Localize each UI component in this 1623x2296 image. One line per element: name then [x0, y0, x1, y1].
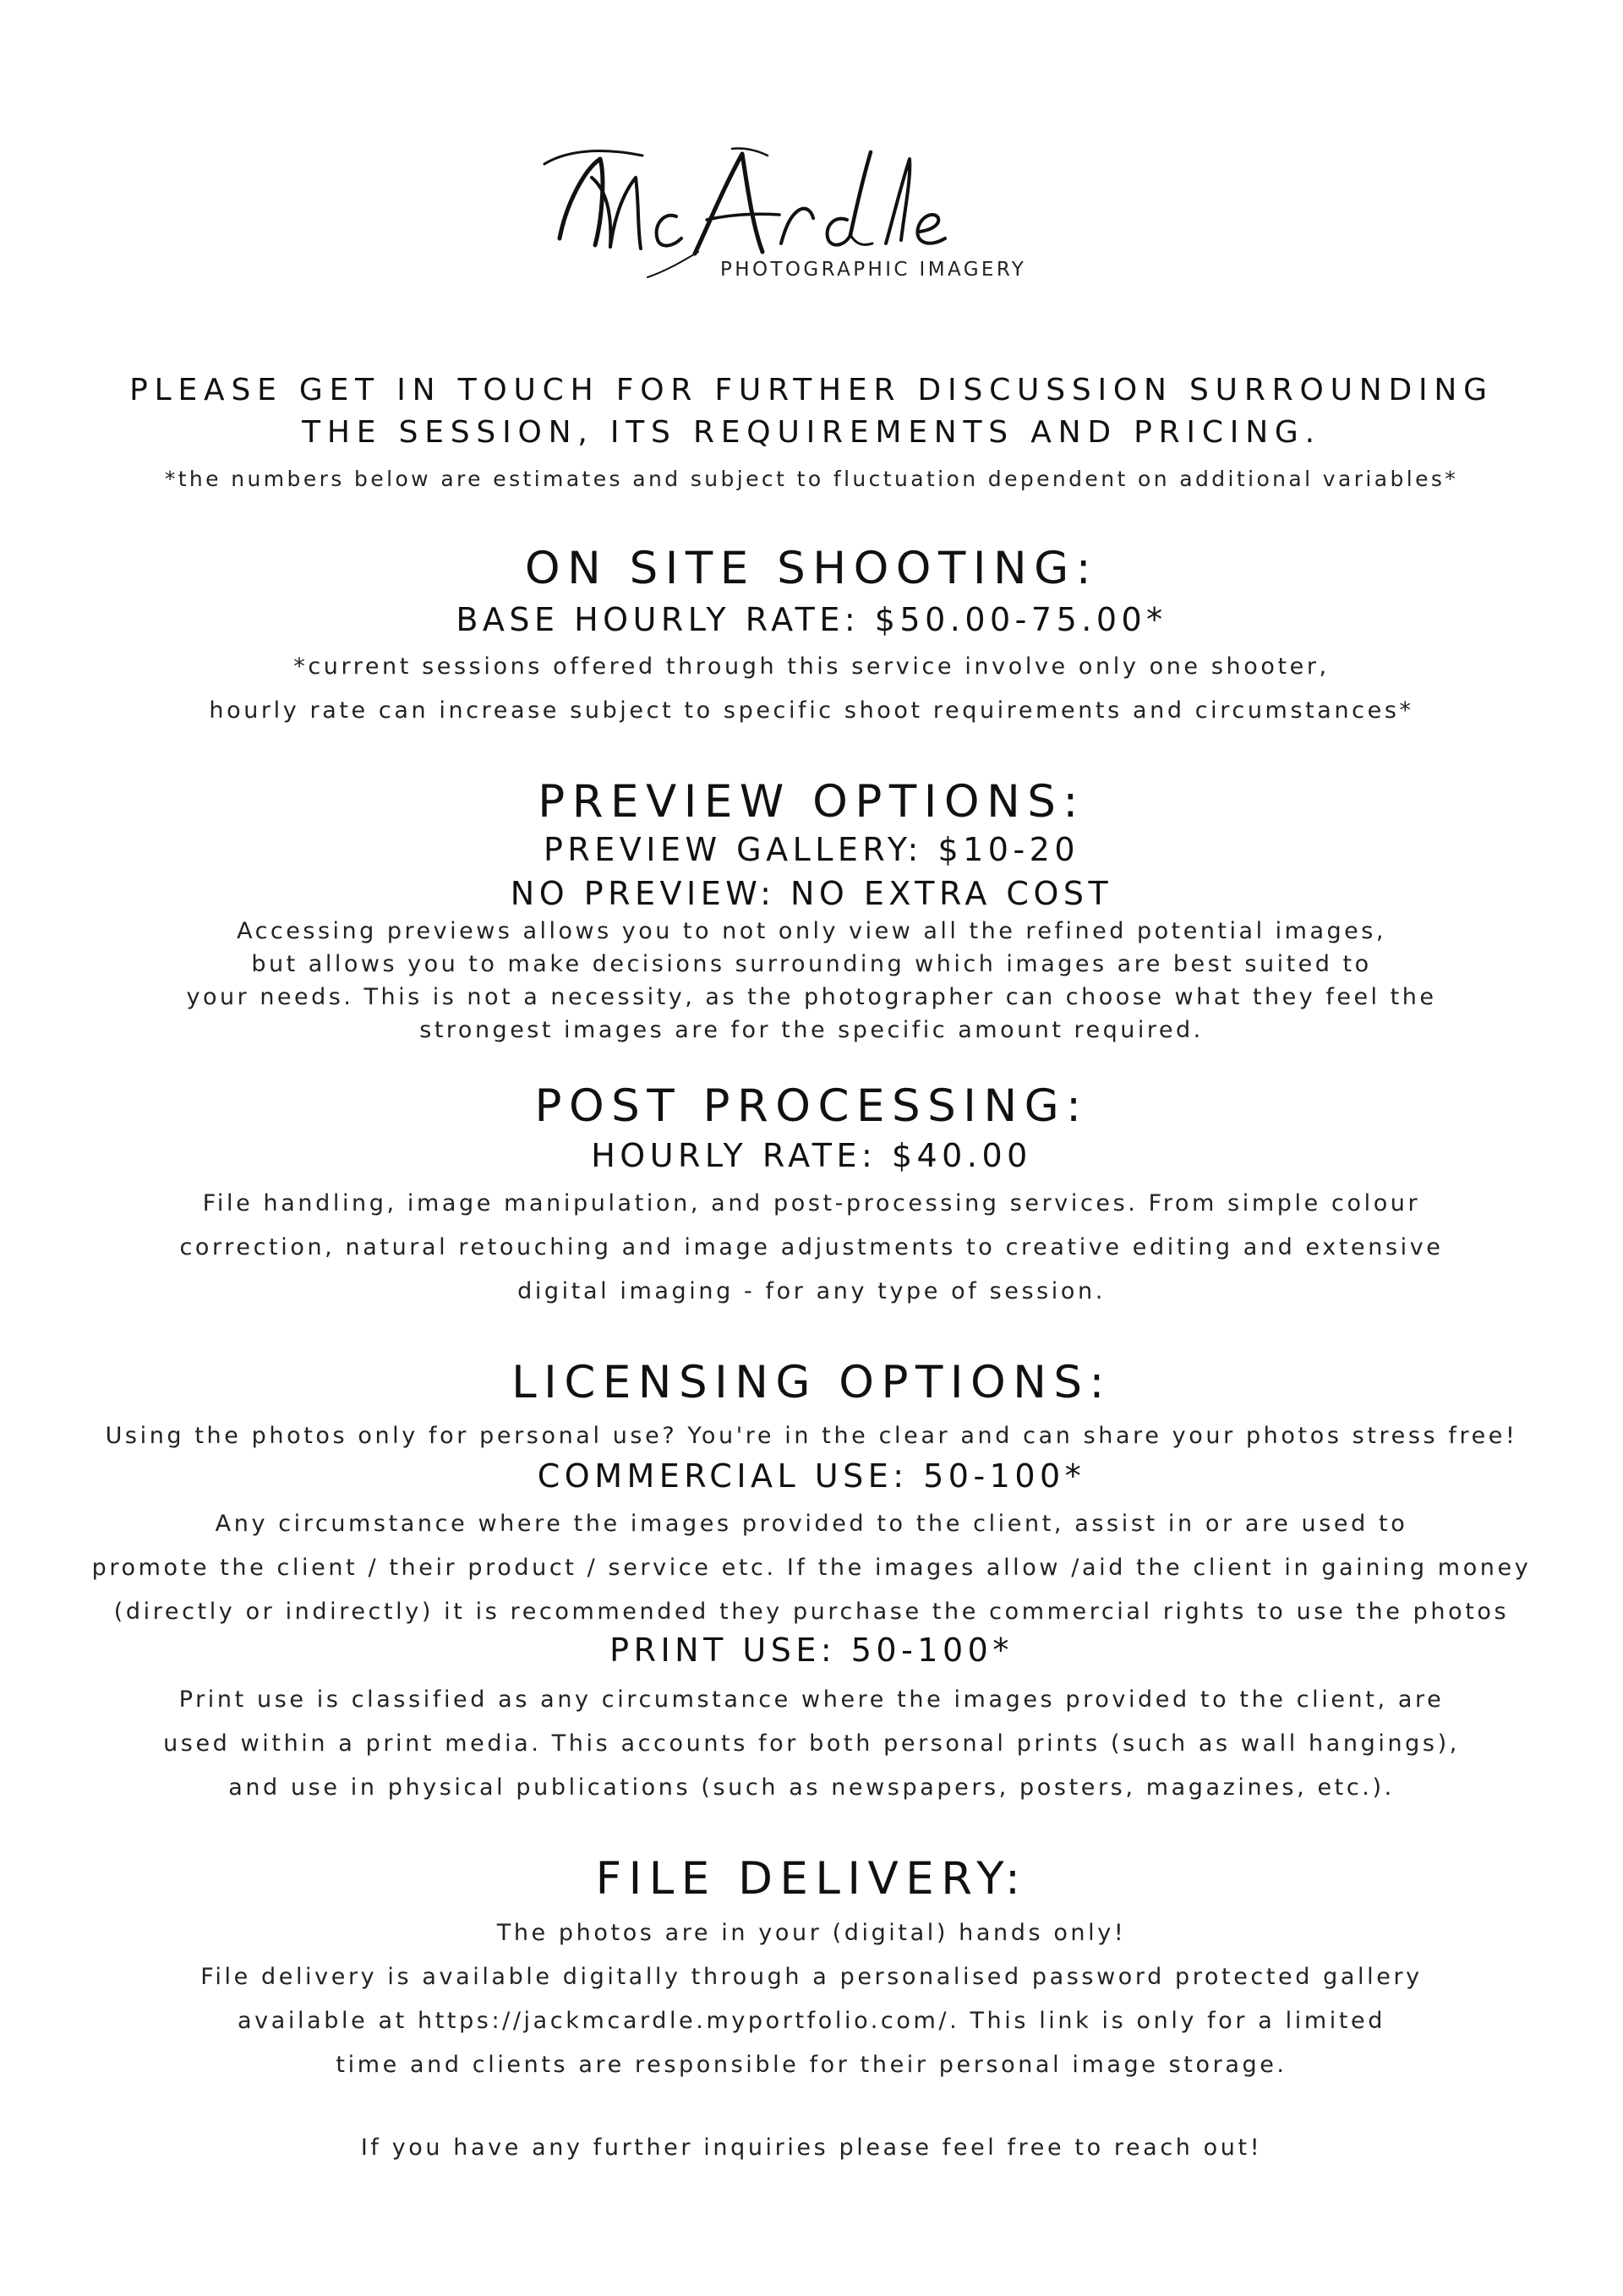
- intro-line-2: THE SESSION, ITS REQUIREMENTS AND PRICING.: [302, 415, 1321, 450]
- print-text-line: used within a print media. This accounts for both personal prints (such as wall hangings),: [163, 1730, 1460, 1757]
- no-preview-price: NO PREVIEW: NO EXTRA COST: [510, 875, 1113, 912]
- post-text-line: correction, natural retouching and image adjustments to creative editing and extensive: [179, 1234, 1444, 1260]
- estimates-note: *the numbers below are estimates and subject to fluctuation dependent on additional variables*: [164, 467, 1459, 491]
- mcardle-logo: [541, 144, 1099, 304]
- licensing-heading: LICENSING OPTIONS:: [511, 1357, 1112, 1408]
- commercial-use-heading: COMMERCIAL USE: 50-100*: [537, 1457, 1086, 1495]
- on-site-text-line: *current sessions offered through this service involve only one shooter,: [293, 653, 1330, 680]
- post-hourly-rate: HOURLY RATE: $40.00: [591, 1137, 1032, 1174]
- preview-text-line: your needs. This is not a necessity, as the photographer can choose what they feel the: [186, 984, 1437, 1010]
- delivery-text-line: time and clients are responsible for their personal image storage.: [336, 2052, 1287, 2078]
- commercial-text-line: (directly or indirectly) it is recommended they purchase the commercial rights to use the photos: [113, 1599, 1510, 1625]
- delivery-text-line: available at https://jackmcardle.myportfolio.com/. This link is only for a limited: [238, 2008, 1385, 2034]
- intro-line-1: PLEASE GET IN TOUCH FOR FURTHER DISCUSSION SURROUNDING: [129, 373, 1494, 407]
- print-text-line: and use in physical publications (such as newspapers, posters, magazines, etc.).: [228, 1774, 1395, 1801]
- file-delivery-heading: FILE DELIVERY:: [595, 1853, 1028, 1905]
- commercial-text-line: promote the client / their product / service etc. If the images allow /aid the client in gaining money: [91, 1555, 1532, 1581]
- post-text-line: digital imaging - for any type of session.: [517, 1278, 1106, 1304]
- post-processing-heading: POST PROCESSING:: [534, 1080, 1089, 1132]
- on-site-heading: ON SITE SHOOTING:: [524, 543, 1099, 594]
- personal-use-text: Using the photos only for personal use? You're in the clear and can share your photos stress free!: [105, 1423, 1518, 1449]
- delivery-text-line: The photos are in your (digital) hands only!: [496, 1920, 1127, 1946]
- closing-text: If you have any further inquiries please feel free to reach out!: [360, 2135, 1263, 2161]
- delivery-text-line: File delivery is available digitally through a personalised password protected gallery: [200, 1964, 1423, 1990]
- commercial-text-line: Any circumstance where the images provided to the client, assist in or are used to: [215, 1511, 1408, 1537]
- print-text-line: Print use is classified as any circumstance where the images provided to the client, are: [178, 1686, 1445, 1713]
- print-use-heading: PRINT USE: 50-100*: [609, 1632, 1014, 1669]
- preview-text-line: Accessing previews allows you to not only view all the refined potential images,: [237, 918, 1386, 944]
- preview-text-line: but allows you to make decisions surrounding which images are best suited to: [251, 951, 1372, 977]
- preview-heading: PREVIEW OPTIONS:: [538, 776, 1085, 828]
- on-site-text-line: hourly rate can increase subject to specific shoot requirements and circumstances*: [209, 697, 1414, 724]
- preview-text-line: strongest images are for the specific amount required.: [419, 1017, 1204, 1043]
- base-hourly-rate: BASE HOURLY RATE: $50.00-75.00*: [456, 601, 1167, 638]
- preview-gallery-price: PREVIEW GALLERY: $10-20: [543, 831, 1080, 868]
- logo-subtitle: PHOTOGRAPHIC IMAGERY: [720, 259, 1027, 281]
- post-text-line: File handling, image manipulation, and post-processing services. From simple colour: [202, 1190, 1421, 1216]
